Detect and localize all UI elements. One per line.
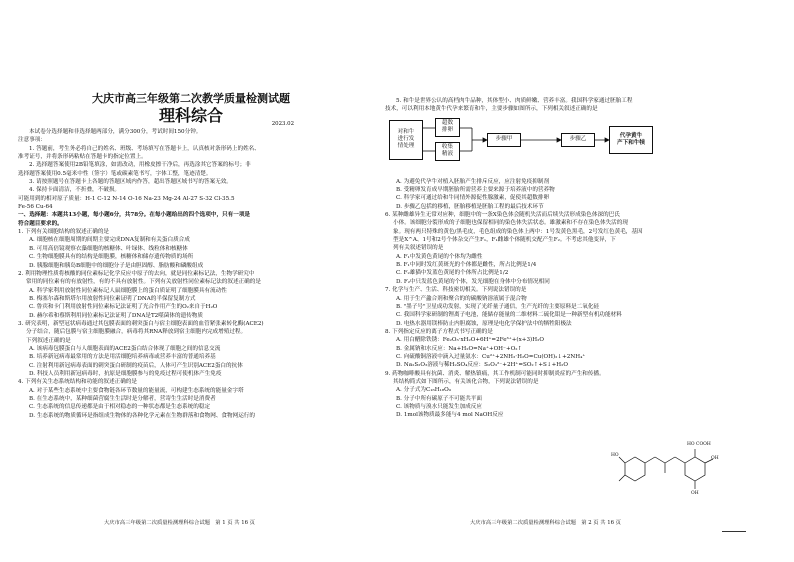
exam-subject: 理科综合	[158, 106, 223, 125]
answer-option: B. 金属钠和水反应：Na+H₂O=Na⁺+OH⁻+O₂↑	[396, 345, 523, 352]
answer-option: A. 为避免代孕牛对植入胚胎产生排斥反应，应注射免疫抑制剂	[396, 178, 550, 185]
note-line: 技术，可以利用本地黄牛代孕来繁育和牛，主要步骤如图所示，下列相关叙述正确的是	[385, 106, 598, 113]
answer-option: C. F₂雄猫中发蓝色黄尾的个体所占比例是1/2	[396, 270, 509, 277]
question-text: 列有关叙述错误的是	[393, 245, 444, 252]
flow-step-b-label: 步骤乙	[569, 136, 587, 143]
structure-label-oh3: OH	[691, 491, 699, 496]
question-text: 4. 下列有关生态系统结构和功能的叙述正确的是	[18, 379, 137, 386]
answer-option: B. F₁中同时发红黄斑光的个体都是雌性，所占比例是1/4	[396, 262, 537, 269]
answer-option: C. 科学家可通过给和牛同情外源促性腺激素，促使其超数排卵	[396, 195, 550, 202]
answer-option: A. 对于某些生态系统中主要食物链各环节数量的能量流，可构建生态系统的能量金字塔	[29, 387, 244, 394]
answer-option: D. F₂中只发蓝色黄尾的个体，发光细胞在身体中分布情况相同	[396, 278, 550, 285]
answer-option: D. 步骤乙包括的移植，胚胎移植是胚胎工程的最后技术环节	[396, 203, 544, 210]
notes-heading: 注意事项：	[18, 137, 46, 144]
exam-date: 2023.02	[271, 121, 294, 127]
note-line: 3. 请按照题号在答题卡上各题的答题区域内作答，超出答题区域书写的答案无效。	[29, 179, 232, 186]
question-text: 7. 化学与生产、生活、科技密切相关。下列说法错误的是	[385, 287, 527, 294]
flow-surrogate-label: 代孕黄牛 产下和牛犊	[617, 132, 645, 146]
question-text: 1. 下列有关细胞结构的叙述正确的是	[18, 229, 110, 236]
right-questions	[385, 211, 731, 420]
answer-option: B. 受精卵发育成早期胚胎所需营养主要来源于培养液中的营养物	[396, 187, 555, 194]
right-footer: 大庆市高三年级第二次质量检测理科综合试题 第 2 页 共 16 页	[470, 520, 621, 526]
section-heading-cont: 符合题目要求的。	[18, 220, 63, 227]
chemical-structure	[611, 441, 731, 499]
answer-option: C. 向硫酸铜溶液中滴入过量氨水：Cu²⁺+2NH₃·H₂O=Cu(OH)₂↓+2NH₄⁺	[396, 353, 586, 360]
note-line: 5. 和牛是世界公认的高档肉牛品种，其体型小、肉质鲜嫩、营养丰富。我国科学家通过胚胎工程	[396, 98, 633, 104]
right-page	[385, 97, 731, 496]
flow-step-a-label: 步骤甲	[495, 136, 513, 143]
flow-step-b-box	[561, 133, 595, 147]
structure-label-ho: HO	[611, 453, 619, 458]
question-text: 常用的同位素有的有放射性，有的不具有放射性。下列有关放射性同位素标记法的叙述正确的是	[26, 279, 261, 286]
answer-option: C. 注射利用新冠病毒表面的刺突蛋白研制的疫苗后，人体可产生识别ACE2蛋白的抗体	[29, 362, 243, 369]
answer-option: C. 我国科学家研制的锂离子电池，能储存能量的二维材料二硫化钼是一种新型有机功能材料	[396, 312, 622, 319]
flow-collect-box	[435, 142, 460, 161]
question-5-options	[385, 178, 731, 211]
answer-option: D. 科技人员利用新冠病毒时，抗原是细胞膜参与的免疫过程可使机体产生免疫	[29, 370, 222, 377]
question-text: 分子结合，随后包膜与宿主细胞膜融合，病毒将其RNA释放到宿主细胞内完成增殖过程。	[26, 329, 247, 336]
answer-option: A. 科学家利用放射性同位素标记人鼠细胞膜上的蛋白质证明了细胞膜具有流动性	[29, 287, 227, 294]
answer-option: B. "墨子号"卫星成功发射，实现了光纤量子通信，生产光纤的主要原料是二氧化硅	[396, 303, 600, 310]
answer-option: C. 该物质与溴水只能发生加成反应	[396, 403, 482, 410]
question-text: 下列叙述正确的是	[26, 337, 71, 344]
question-text: 3. 研究表明，新型冠状病毒通过其包膜表面的刺突蛋白与宿主细胞表面的血管紧张素转化酶(ACE2)	[18, 320, 264, 327]
question-text: 9. 药物咖啡酸具有抗菌、消炎、解热镇痛，其工作机制可能同时抑制炎症的产生和传播。	[385, 370, 605, 377]
flow-collect-label: 收集 精液	[441, 144, 454, 158]
structure-label-top: HO COOH	[687, 442, 711, 447]
note-line: 选择题答案使用0.5毫米中性（签字）笔或碳素笔书写，字体工整，笔迹清楚。	[18, 170, 212, 177]
question-5	[385, 97, 731, 114]
question-text: 6. 某种雌雄异生无常对应种，细胞中的一条X染色体会随机失活而后续失活形成染色体深的巴氏	[385, 212, 620, 219]
answer-option: C. 鲁宾和卡门利用放射性同位素标记法证明了光合作用产生的O₂来自于H₂O	[29, 304, 218, 311]
answer-option: A. 用于生产蠡合剂和聚合的的碳酸钠溶液属于混合物	[396, 295, 527, 302]
note-line: 准考证号，并将条形码粘贴在答题卡的指定位置上。	[18, 154, 147, 161]
answer-option: B. 可用高倍镜观察衣藻细胞的核糖体、叶绿体、线粒体和核糖体	[29, 245, 188, 252]
answer-option: D. 生态系统的物质循环是指组成生物体的各种化学元素在生物群落和食物网、食物网运行的	[29, 412, 255, 419]
note-line: 1. 答题前，考生务必将自己的姓名、班级、考场填写在答题卡上，认真核对条形码上的姓名、	[29, 145, 260, 152]
answer-option: D. 电热水器用镁棒防止内胆腐蚀，原理是电化学保护法中的牺牲阳极法	[396, 320, 572, 327]
answer-option: A. 细胞核在细胞周期的间期主要完成DNA复制和有关蛋白质合成	[29, 237, 190, 244]
question-text: 8. 下列指定反应的离子方程式书写正确的是	[385, 328, 493, 335]
flow-step-a-box	[487, 133, 521, 147]
note-line: 4. 保持卡面清洁，不折叠，不破损。	[29, 187, 121, 194]
question-text: 型是X^A、1号和2号个体杂交产生F₁，F₁雌雄个体随机交配产生F₂。不考虑其他变异，下	[393, 237, 616, 244]
flow-donor-label: 对和牛 进行发 情处理	[397, 129, 415, 150]
answer-option: A. 用白醋除铁锈：Fe₂O₃·xH₂O+6H⁺=2Fe³⁺+(x+3)H₂O	[396, 337, 544, 344]
question-text: 2. 利用物理性质将核酸的同位素标记化学反应中原子的去向，就是同位素标记法，生物学研究中	[18, 270, 255, 277]
answer-option: B. 梅塞尔森和斯塔尔用放射性同位素证明了DNA的半保留复制方式	[29, 295, 196, 302]
answer-option: B. 在生态系统中，某种细菌营腐生生活时是分解者，营寄生生活时是消费者	[29, 396, 216, 402]
left-questions	[18, 228, 364, 420]
answer-option: A. 分子式为C₁₆H₁₈O₉	[396, 387, 451, 394]
section-heading: 一、选择题：本题共13小题，每小题6分，共78分。在每小题给出的四个选项中，只有一项是	[18, 212, 251, 219]
note-line: 2. 选择题答案使用2B铅笔填涂，如需改动，用橡皮擦干净后，再选涂其它答案的标号；非	[29, 162, 251, 169]
answer-option: C. 生物细胞膜具有的结构是细胞膜，核糖体和储存遗传物质的场所	[29, 254, 194, 261]
question-text: 其结构简式如下图所示，有关该化合物，下列说法错误的是	[393, 378, 539, 385]
answer-option: A. 该病毒包膜蛋白与人细胞表面的ACE2蛋白结合体现了细胞之间的信息交流	[29, 345, 221, 352]
answer-option: D. 1mol该物质最多能与4 mol NaOH反应	[396, 412, 504, 419]
question-text: 小体。该细胞分裂形成的子细胞也保留相同的染色体失活状态。雄激素和不存在染色体失活的现	[393, 220, 628, 227]
answer-option: C. 生态系统的信息传递都是由于相对稳态的一种状态都是生态系统的稳定	[29, 404, 211, 411]
left-page	[18, 92, 364, 420]
answer-option: D. Na₂S₂O₃溶液与稀H₂SO₄反应：S₂O₃²⁻+2H⁺=SO₂↑+S↓+H₂O	[396, 362, 568, 369]
notes-list	[18, 145, 364, 212]
left-footer: 大庆市高三年级第二次质量检测理科综合试题 第 1 页 共 16 页	[104, 520, 255, 526]
answer-option: D. 胰腺细胞和胰岛B细胞中的细胞分子是由胆固醇、脂肪酸和磷酸组成	[29, 262, 204, 269]
flow-donor-box	[389, 120, 423, 160]
question-text: 象。现有两只特殊的黄色/黑毛皮，毛色组成的染色体上两中：1号发黄色黑毛，2号发红色黄毛，基因	[393, 228, 643, 235]
structure-drawing	[611, 441, 731, 499]
note-line: Fe-56 Cu-64	[18, 204, 53, 211]
answer-option: B. 分子中所有碳原子不可能共平面	[396, 395, 482, 402]
answer-option: D. 赫尔希和蔡斯利用同位素标记法证明了DNA是T2噬菌体的遗传物质	[29, 312, 203, 319]
intro-text: 本试卷分选择题和非选择题两部分，满分300分，考试时间150分钟。	[29, 129, 202, 135]
structure-label-oh1: OH	[711, 456, 719, 461]
flow-surrogate-box	[609, 126, 653, 154]
answer-option: A. F₁中发黄色黄尾的个体均为雌性	[396, 253, 483, 260]
note-line: 可能用到的相对原子质量：H-1 C-12 N-14 O-16 Na-23 Mg-24 Al-27 S-32 Cl-35.5	[18, 195, 235, 202]
answer-option: B. 培养新冠病毒最常用的方法是用活细胞培养病毒或营养丰富的普通培养基	[29, 354, 216, 361]
exam-title: 大庆市高三年级第二次教学质量检测试题	[92, 92, 290, 105]
embryo-flowchart	[385, 116, 731, 176]
corner-mark	[722, 531, 746, 532]
flow-superovulation-label: 超数 排卵	[441, 120, 454, 134]
flow-superovulation-box	[435, 118, 460, 137]
